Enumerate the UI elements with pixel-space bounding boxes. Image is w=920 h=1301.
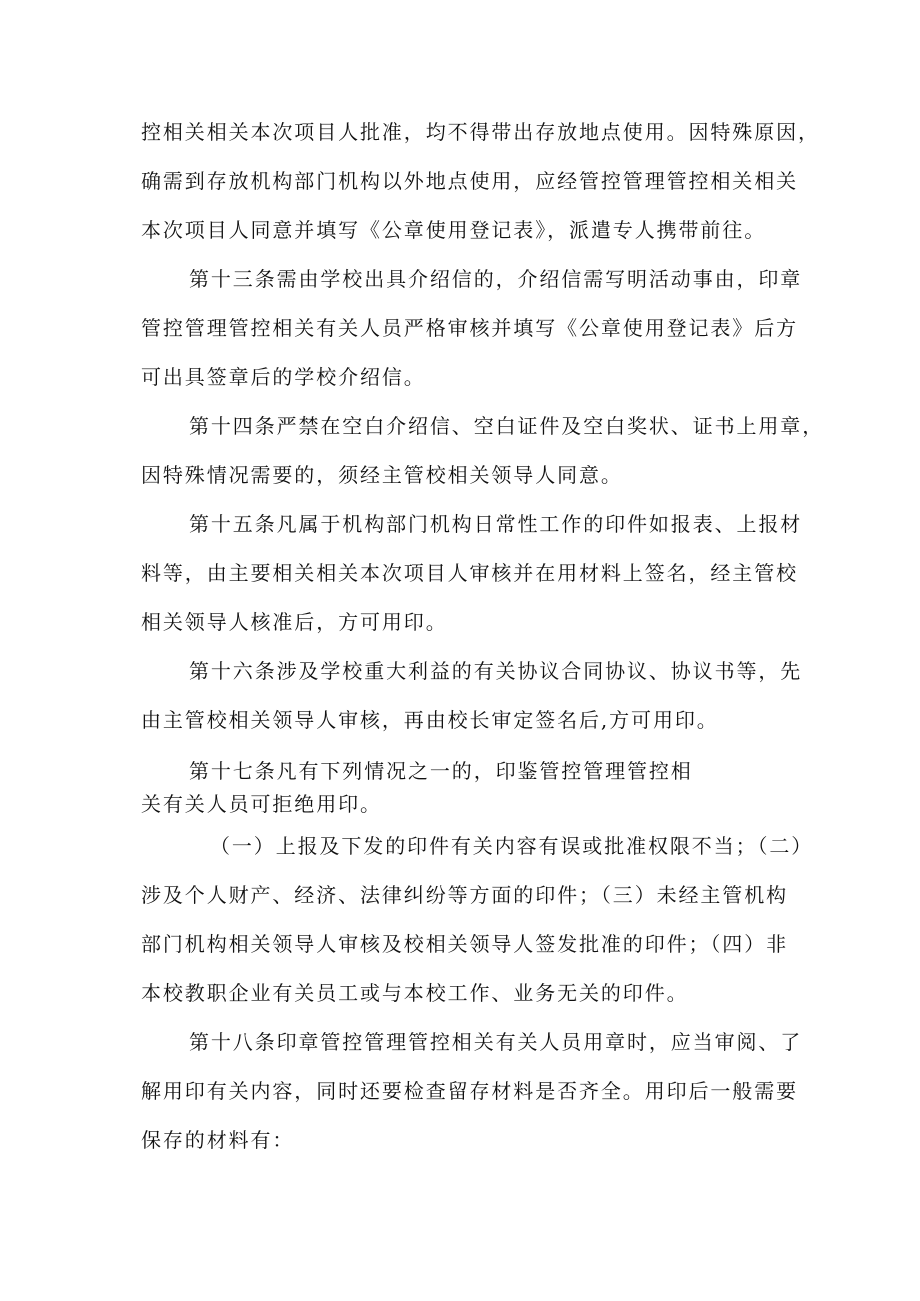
article-14-line-2: 因特殊情况需要的，须经主管校相关领导人同意。 [141, 463, 623, 487]
article-17-line-1: 第十七条凡有下列情况之一的，印鉴管控管理管控相 [189, 759, 693, 783]
article-15-line-1: 第十五条凡属于机构部门机构日常性工作的印件如报表、上报材 [189, 512, 803, 536]
article-17-items-line-1: （一）上报及下发的印件有关内容有误或批准权限不当；（二） [210, 834, 814, 858]
article-15-line-2: 料等，由主要相关相关本次项目人审核并在用材料上签名，经主管校 [141, 561, 798, 585]
article-14-line-1: 第十四条严禁在空白介绍信、空白证件及空白奖状、证书上用章， [189, 414, 825, 438]
article-16-line-2: 由主管校相关领导人审核，再由校长审定签名后,方可用印。 [141, 708, 719, 732]
article-18-line-3: 保存的材料有： [141, 1128, 295, 1152]
article-18-line-1: 第十八条印章管控管理管控相关有关人员用章时，应当审阅、了 [189, 1030, 803, 1054]
article-13-line-2: 管控管理管控相关有关人员严格审核并填写《公章使用登记表》后方 [141, 316, 798, 340]
article-17-items-line-2: 涉及个人财产、经济、法律纠纷等方面的印件；（三）未经主管机构 [141, 883, 788, 907]
article-16-line-1: 第十六条涉及学校重大利益的有关协议合同协议、协议书等，先 [189, 659, 803, 683]
article-17-line-2: 关有关人员可拒绝用印。 [141, 792, 382, 816]
article-17-items-line-4: 本校教职企业有关员工或与本校工作、业务无关的印件。 [141, 981, 689, 1005]
article-15-line-3: 相关领导人核准后，方可用印。 [141, 610, 448, 634]
intro-line-2: 确需到存放机构部门机构以外地点使用，应经管控管理管控相关相关 [141, 169, 798, 193]
intro-line-3: 本次项目人同意并填写《公章使用登记表》，派遣专人携带前往。 [141, 218, 767, 242]
article-17-items-line-3: 部门机构相关领导人审核及校相关领导人签发批准的印件；（四）非 [141, 932, 788, 956]
intro-line-1: 控相关相关本次项目人批准，均不得带出存放地点使用。因特殊原因， [141, 120, 820, 144]
article-13-line-3: 可出具签章后的学校介绍信。 [141, 365, 426, 389]
article-18-line-2: 解用印有关内容，同时还要检查留存材料是否齐全。用印后一般需要 [141, 1079, 798, 1103]
article-13-line-1: 第十三条需由学校出具介绍信的，介绍信需写明活动事由，印章 [189, 267, 803, 291]
